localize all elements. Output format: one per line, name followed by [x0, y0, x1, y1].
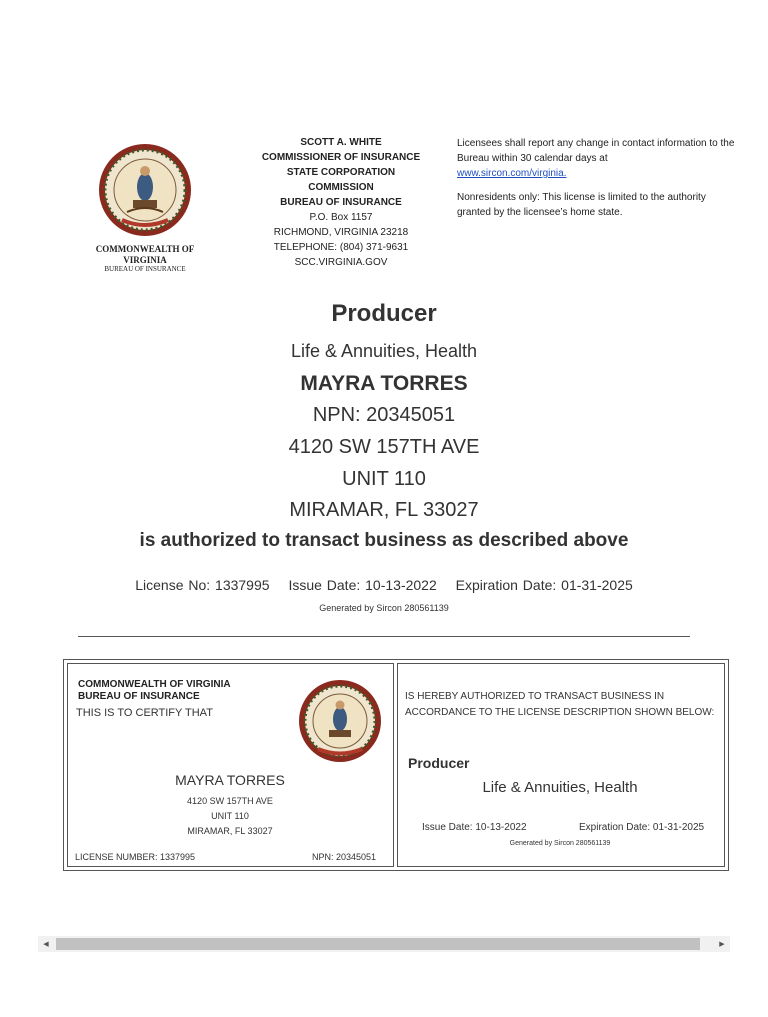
- seal-caption-line2: VIRGINIA: [123, 255, 167, 265]
- city-line: RICHMOND, VIRGINIA 23218: [273, 227, 409, 238]
- agency-line2: COMMISSION: [308, 182, 374, 193]
- notice-report: [457, 136, 737, 181]
- card-heading-commonwealth: COMMONWEALTH OF VIRGINIA: [78, 679, 231, 690]
- card-address-line3: MIRAMAR, FL 33027: [187, 826, 273, 836]
- issue-date: Issue Date: 10-13-2022: [288, 577, 437, 593]
- seal-caption-line3: BUREAU OF INSURANCE: [104, 265, 186, 273]
- scroll-right-button[interactable]: [714, 936, 730, 952]
- authorization-statement: is authorized to transact business as described above: [139, 530, 629, 551]
- commissioner-name: SCOTT A. WHITE: [300, 137, 382, 148]
- licensee-name: MAYRA TORRES: [300, 372, 468, 395]
- notice-report-text: Licensees shall report any change in contact information to the Bureau within 30 calendar days at: [457, 138, 735, 164]
- address-line2: UNIT 110: [342, 468, 426, 490]
- triangle-left-icon: ◀: [43, 941, 49, 948]
- card-certify-text: THIS IS TO CERTIFY THAT: [76, 707, 213, 719]
- card-address-line1: 4120 SW 157TH AVE: [187, 796, 273, 806]
- card-generated-by: Generated by Sircon 280561139: [509, 840, 611, 847]
- generated-by: Generated by Sircon 280561139: [319, 603, 449, 613]
- card-authorization-text: IS HEREBY AUTHORIZED TO TRANSACT BUSINESS IN ACCORDANCE TO THE LICENSE DESCRIPTION SHOWN BELOW:: [405, 691, 715, 718]
- licensee-npn: NPN: 20345051: [312, 404, 456, 426]
- license-dates-row: [0, 577, 768, 593]
- card-address-line2: UNIT 110: [211, 811, 249, 821]
- scrollbar-thumb[interactable]: [56, 938, 700, 950]
- license-lines: Life & Annuities, Health: [290, 341, 478, 361]
- address-line1: 4120 SW 157TH AVE: [288, 436, 480, 458]
- license-number: License No: 1337995: [135, 577, 270, 593]
- address-line3: MIRAMAR, FL 33027: [289, 499, 479, 521]
- seal-caption: [84, 244, 206, 274]
- card-seal-icon: [294, 679, 386, 763]
- license-type: Producer: [331, 300, 437, 327]
- virginia-seal-icon: [97, 142, 193, 238]
- card-heading-bureau: BUREAU OF INSURANCE: [78, 691, 200, 702]
- expiration-date: Expiration Date: 01-31-2025: [455, 577, 633, 593]
- po-box: P.O. Box 1157: [309, 212, 373, 223]
- licensee-notice: [457, 136, 737, 220]
- commission-address-block: [246, 135, 436, 270]
- triangle-right-icon: ▶: [719, 941, 725, 948]
- agency-line1: STATE CORPORATION: [286, 167, 396, 178]
- card-licensee-name: MAYRA TORRES: [175, 772, 285, 788]
- card-license-lines: Life & Annuities, Health: [482, 779, 638, 796]
- card-issue-date: Issue Date: 10-13-2022: [422, 822, 527, 833]
- card-license-type: Producer: [408, 755, 470, 771]
- commissioner-title: COMMISSIONER OF INSURANCE: [261, 152, 421, 163]
- card-license-number: LICENSE NUMBER: 1337995: [75, 852, 196, 862]
- seal-caption-line1: COMMONWEALTH OF: [95, 244, 195, 254]
- cut-line-divider: [78, 636, 690, 637]
- card-npn: NPN: 20345051: [312, 852, 377, 862]
- website: SCC.VIRGINIA.GOV: [294, 257, 388, 268]
- notice-nonresident: Nonresidents only: This license is limited to the authority granted by the licensee’s home state.: [457, 192, 706, 218]
- bureau-name: BUREAU OF INSURANCE: [280, 197, 402, 208]
- scroll-left-button[interactable]: [38, 936, 54, 952]
- card-expiration-date: Expiration Date: 01-31-2025: [579, 822, 705, 833]
- sircon-link[interactable]: www.sircon.com/virginia.: [457, 168, 567, 179]
- telephone: TELEPHONE: (804) 371-9631: [273, 242, 409, 253]
